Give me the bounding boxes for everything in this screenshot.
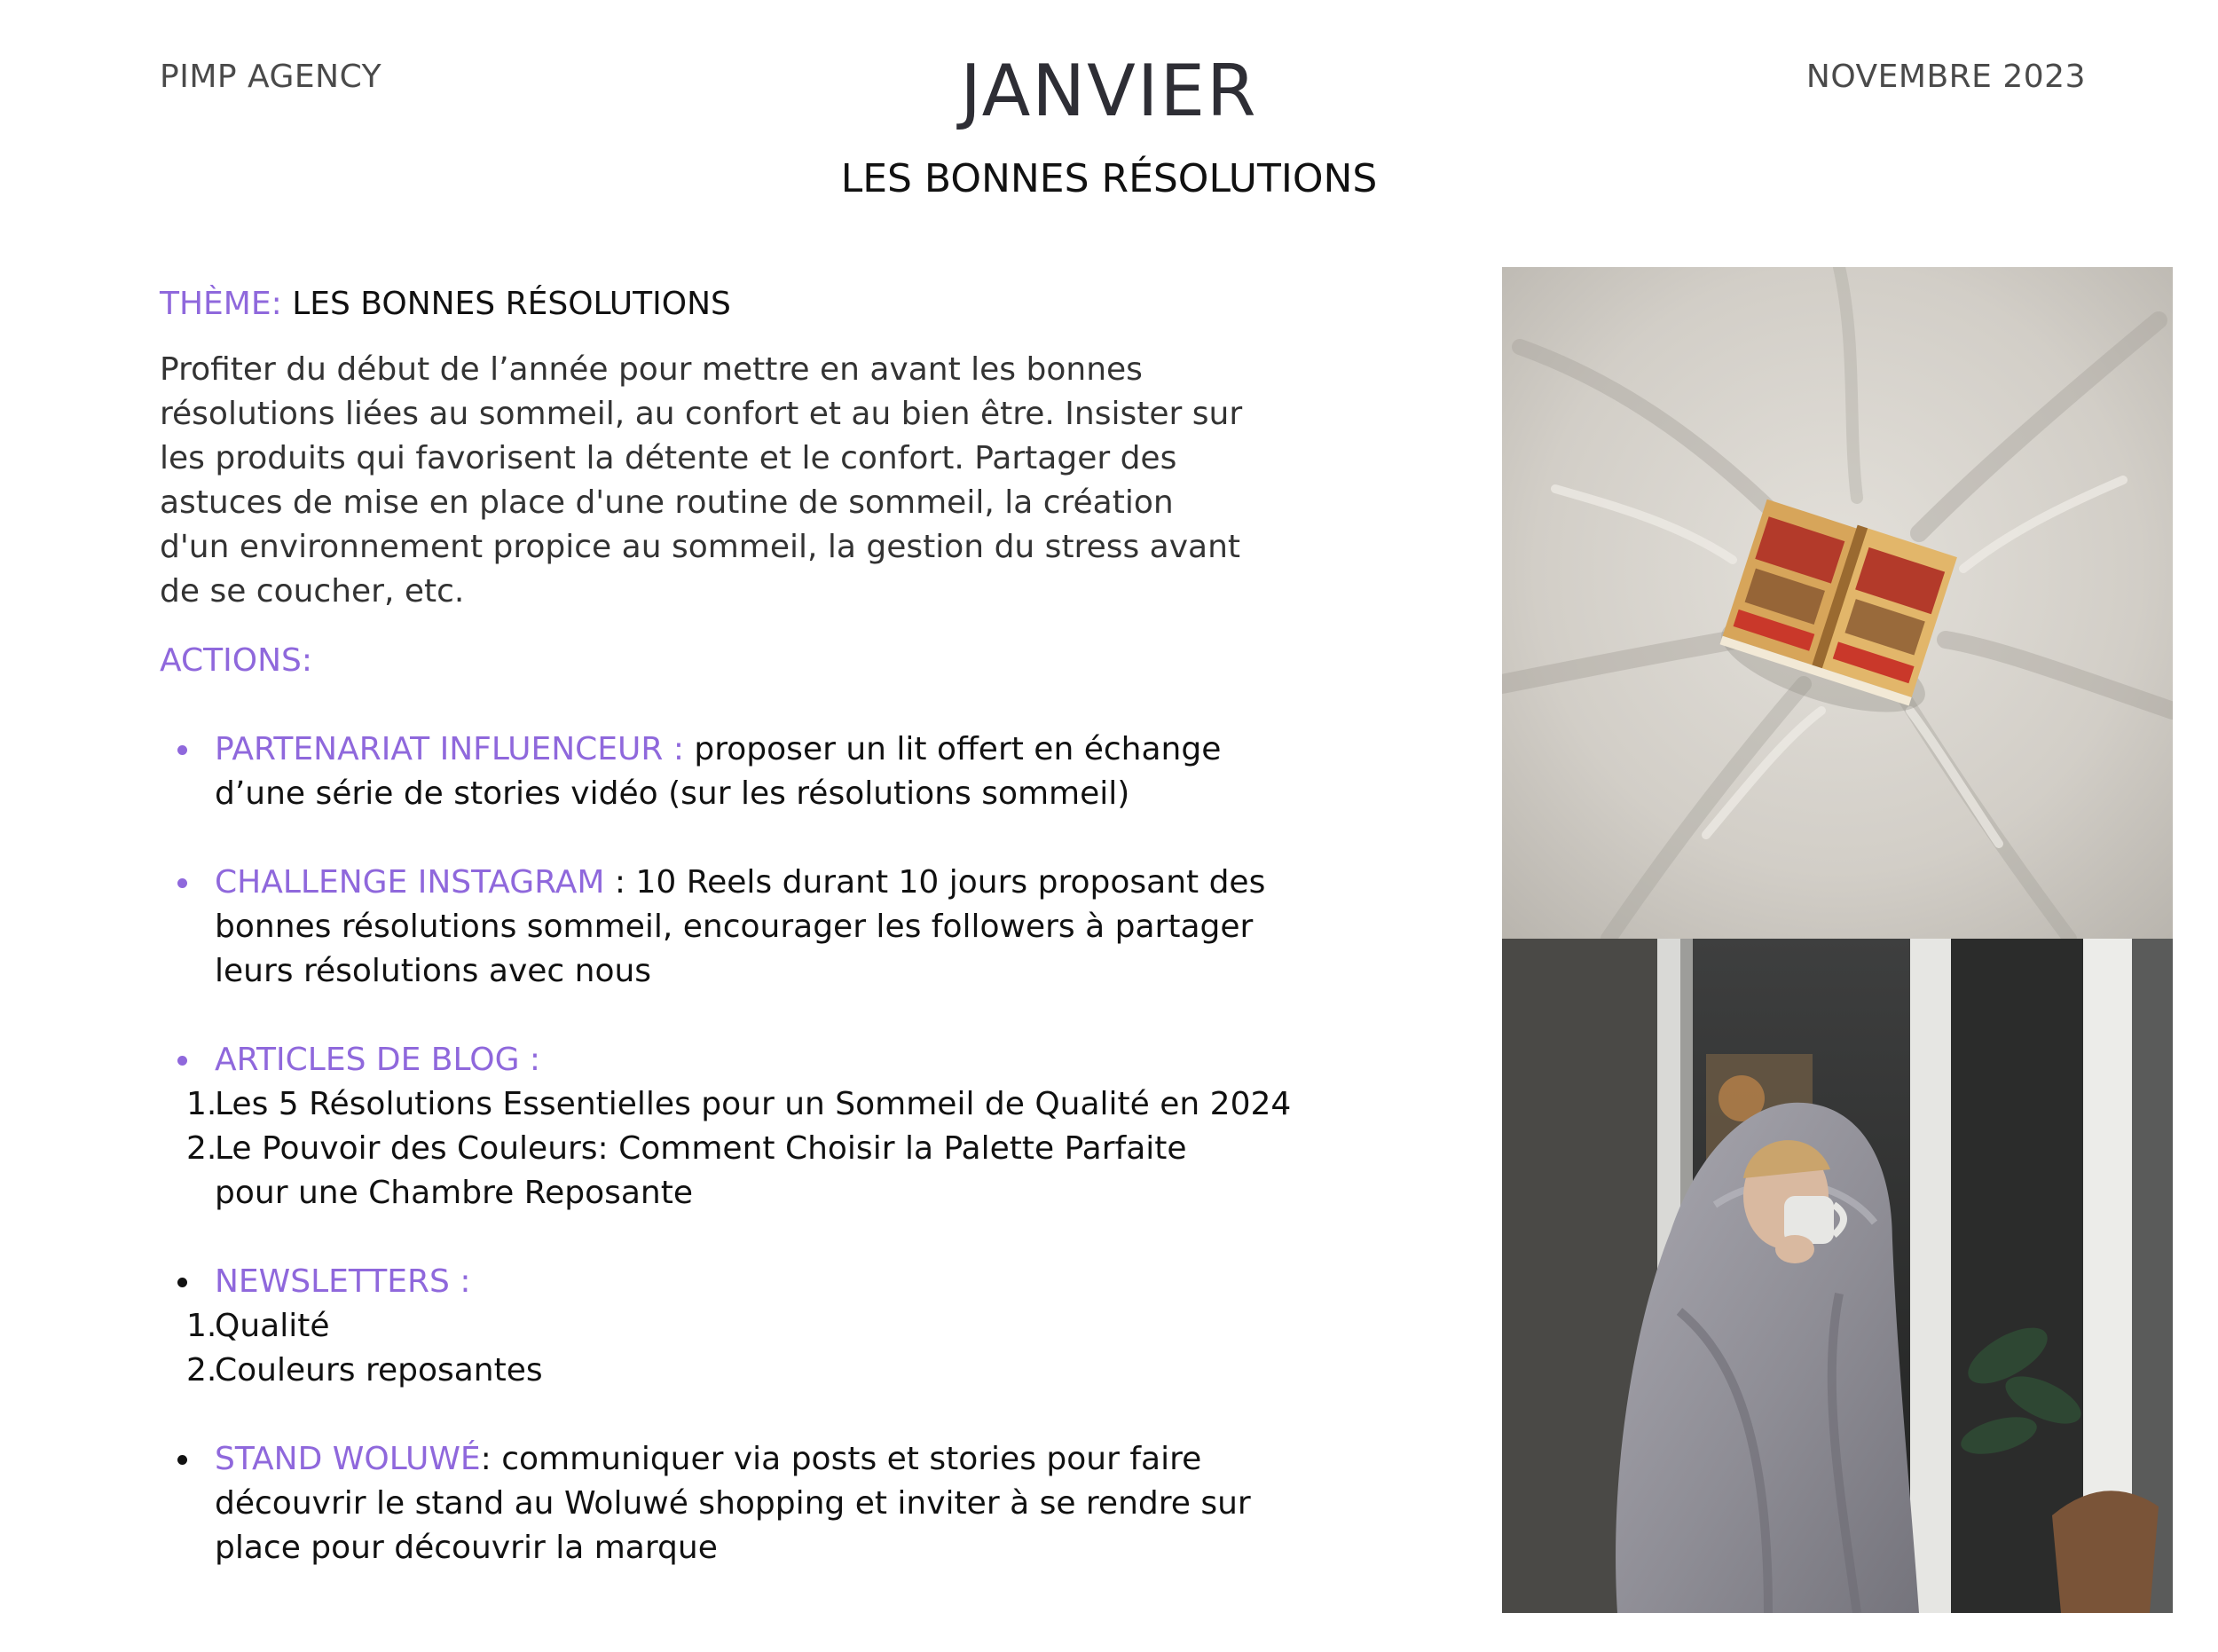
document-date: NOVEMBRE 2023	[1805, 59, 2086, 95]
page-title: JANVIER	[960, 50, 1258, 132]
theme-value: LES BONNES RÉSOLUTIONS	[281, 286, 731, 322]
theme-label: THÈME:	[160, 286, 282, 322]
action-item-stand	[160, 1437, 1340, 1570]
action-text: : 10 Reels durant 10 jours proposant des	[614, 864, 1266, 901]
list-text: Les 5 Résolutions Essentielles pour un Sommeil de Qualité en 2024	[215, 1086, 1292, 1122]
list-number: 1.	[186, 1086, 217, 1122]
action-text: bonnes résolutions sommeil, encourager les followers à partager	[215, 909, 1254, 945]
action-item-blog	[160, 1038, 1340, 1082]
newsletter-list	[160, 1304, 1340, 1393]
page-subtitle: LES BONNES RÉSOLUTIONS	[840, 156, 1378, 201]
action-text: place pour découvrir la marque	[215, 1530, 718, 1566]
action-label: ARTICLES DE BLOG :	[215, 1042, 541, 1078]
list-item	[160, 1127, 1340, 1215]
action-text: proposer un lit offert en échange	[694, 731, 1222, 767]
action-label: CHALLENGE INSTAGRAM	[215, 864, 615, 901]
action-text: découvrir le stand au Woluwé shopping et inviter à se rendre sur	[215, 1485, 1251, 1522]
list-text: Couleurs reposantes	[215, 1352, 543, 1388]
intro-line: astuces de mise en place d'une routine de sommeil, la création	[160, 484, 1174, 521]
action-label: PARTENARIAT INFLUENCEUR :	[215, 731, 695, 767]
intro-line: les produits qui favorisent la détente et le confort. Partager des	[160, 440, 1177, 476]
intro-paragraph	[160, 348, 1340, 614]
action-text: d’une série de stories vidéo (sur les résolutions sommeil)	[215, 775, 1130, 812]
action-item-influenceur	[160, 728, 1340, 816]
list-item	[160, 1304, 1340, 1349]
list-text: Qualité	[215, 1308, 330, 1344]
actions-label: ACTIONS:	[160, 642, 312, 679]
list-text: Le Pouvoir des Couleurs: Comment Choisir la Palette Parfaite	[215, 1130, 1187, 1167]
intro-line: résolutions liées au sommeil, au confort et au bien être. Insister sur	[160, 396, 1243, 432]
list-item	[160, 1349, 1340, 1393]
action-item-instagram	[160, 861, 1340, 994]
blog-article-list	[160, 1082, 1340, 1215]
intro-line: Profiter du début de l’année pour mettre en avant les bonnes	[160, 351, 1143, 388]
intro-line: d'un environnement propice au sommeil, la gestion du stress avant	[160, 529, 1241, 565]
book-on-bedsheet-photo	[1502, 267, 2173, 939]
agency-name: PIMP AGENCY	[160, 59, 382, 95]
list-text: pour une Chambre Reposante	[215, 1175, 694, 1211]
action-text: : communiquer via posts et stories pour faire	[480, 1441, 1202, 1477]
list-number: 1.	[186, 1308, 217, 1344]
list-number: 2.	[186, 1352, 217, 1388]
content-column	[160, 282, 1340, 1615]
person-in-duvet-photo	[1502, 939, 2173, 1613]
intro-line: de se coucher, etc.	[160, 573, 465, 610]
action-label: STAND WOLUWÉ	[215, 1441, 481, 1477]
theme-line	[160, 282, 1340, 326]
action-item-newsletters	[160, 1260, 1340, 1304]
action-text: leurs résolutions avec nous	[215, 953, 652, 989]
list-number: 2.	[186, 1130, 217, 1167]
action-label: NEWSLETTERS :	[215, 1263, 471, 1300]
list-item	[160, 1082, 1340, 1127]
